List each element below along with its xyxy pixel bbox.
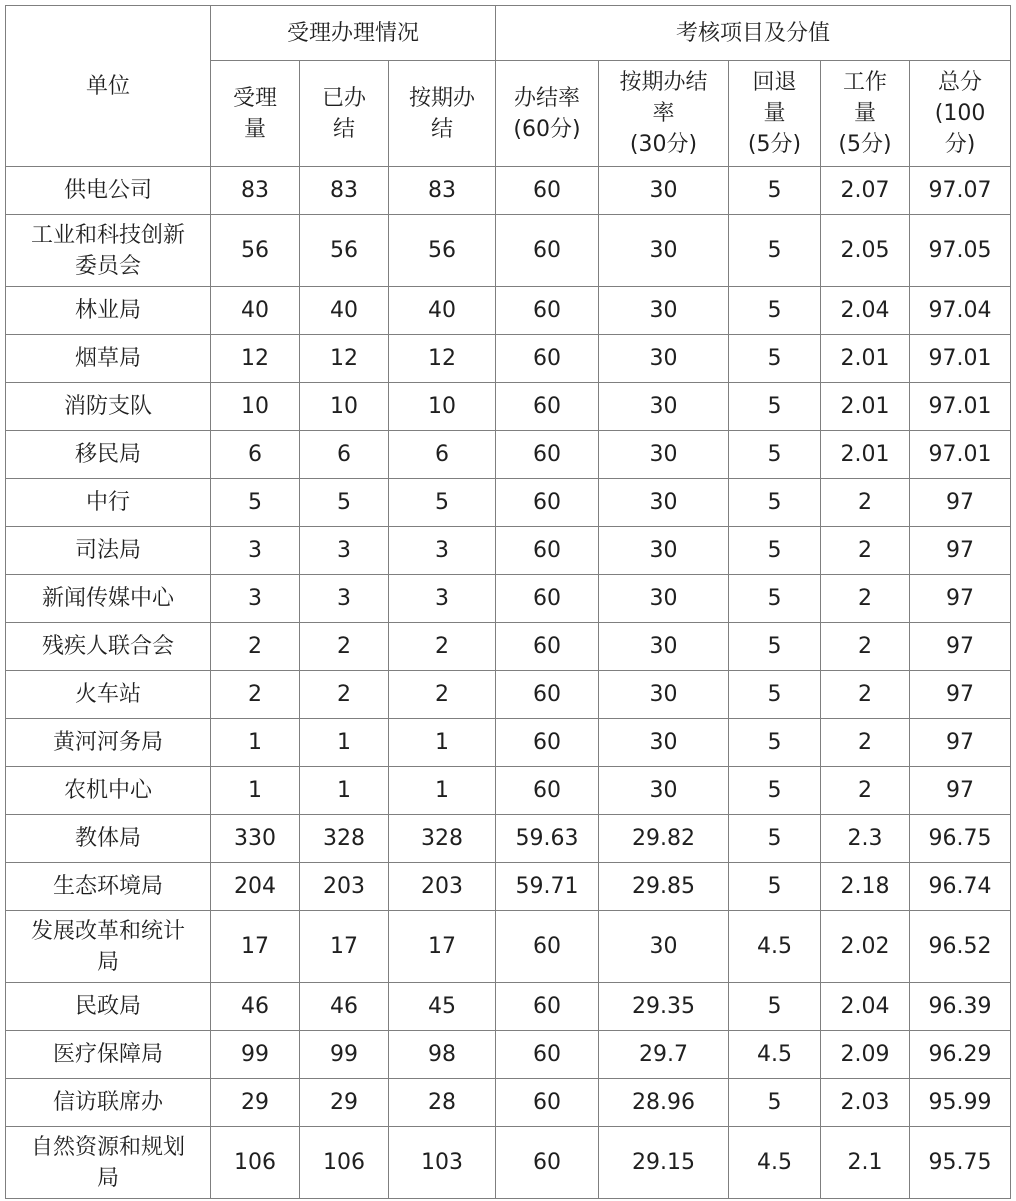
cell-rate: 60: [496, 719, 599, 767]
cell-total: 97: [910, 719, 1011, 767]
unit-name-line: 发展改革和统计: [30, 918, 185, 944]
unit-cell: [6, 719, 211, 767]
cell-returns: 5: [729, 1079, 821, 1127]
cell-ontime: 40: [389, 287, 496, 335]
table-row: [6, 719, 1011, 767]
cell-total: 97.01: [910, 431, 1011, 479]
cell-ontime: 103: [389, 1127, 496, 1199]
cell-total: 96.29: [910, 1031, 1011, 1079]
cell-ontime: 2: [389, 623, 496, 671]
table-header: [6, 6, 1011, 167]
cell-total: 96.75: [910, 815, 1011, 863]
table-row: [6, 767, 1011, 815]
unit-name-line: 农机中心: [63, 778, 152, 803]
unit-cell: [6, 1031, 211, 1079]
header-column-line: 总分: [938, 70, 983, 95]
table-row: [6, 575, 1011, 623]
cell-accepted: 106: [211, 1127, 300, 1199]
cell-rate: 60: [496, 167, 599, 215]
cell-workload: 2: [821, 623, 910, 671]
cell-workload: 2.01: [821, 383, 910, 431]
cell-ontime-rate: 29.15: [599, 1127, 729, 1199]
cell-total: 97: [910, 671, 1011, 719]
cell-total: 97.07: [910, 167, 1011, 215]
cell-ontime: 5: [389, 479, 496, 527]
cell-returns: 5: [729, 983, 821, 1031]
cell-total: 97.05: [910, 215, 1011, 287]
unit-name-line: 消防支队: [63, 394, 152, 419]
cell-accepted: 40: [211, 287, 300, 335]
unit-name-line: 教体局: [74, 826, 141, 851]
cell-accepted: 10: [211, 383, 300, 431]
header-column: [496, 61, 599, 167]
unit-name-line: 局: [96, 949, 119, 975]
cell-rate: 60: [496, 623, 599, 671]
unit-cell: [6, 815, 211, 863]
cell-returns: 5: [729, 167, 821, 215]
cell-accepted: 2: [211, 623, 300, 671]
table-row: [6, 431, 1011, 479]
unit-cell: [6, 215, 211, 287]
unit-name-line: 信访联席办: [52, 1090, 163, 1115]
cell-accepted: 3: [211, 527, 300, 575]
cell-rate: 60: [496, 983, 599, 1031]
cell-accepted: 17: [211, 911, 300, 983]
cell-done: 328: [300, 815, 389, 863]
cell-accepted: 56: [211, 215, 300, 287]
cell-accepted: 3: [211, 575, 300, 623]
cell-ontime: 1: [389, 767, 496, 815]
cell-workload: 2.03: [821, 1079, 910, 1127]
header-column-line: 受理: [232, 85, 277, 111]
header-column-line: 量: [763, 101, 786, 126]
unit-cell: [6, 479, 211, 527]
cell-ontime-rate: 30: [599, 215, 729, 287]
unit-cell: [6, 431, 211, 479]
unit-name-line: 中行: [85, 490, 130, 515]
unit-name-line: 生态环境局: [52, 874, 163, 899]
header-column: [599, 61, 729, 167]
header-column-line: 结: [332, 116, 355, 142]
unit-name-line: 司法局: [74, 538, 141, 563]
cell-done: 1: [300, 767, 389, 815]
cell-done: 2: [300, 623, 389, 671]
table-row: [6, 167, 1011, 215]
cell-accepted: 2: [211, 671, 300, 719]
unit-name-line: 林业局: [74, 298, 141, 323]
table-row: [6, 215, 1011, 287]
unit-cell: [6, 1127, 211, 1199]
header-column-line: 已办: [321, 85, 366, 111]
unit-name-line: 医疗保障局: [52, 1042, 163, 1067]
cell-done: 56: [300, 215, 389, 287]
cell-returns: 5: [729, 287, 821, 335]
cell-returns: 5: [729, 863, 821, 911]
cell-workload: 2.18: [821, 863, 910, 911]
header-group-assessment: 考核项目及分值: [496, 6, 1011, 61]
cell-done: 29: [300, 1079, 389, 1127]
header-column-line: 分): [944, 132, 976, 157]
cell-workload: 2.01: [821, 335, 910, 383]
cell-returns: 4.5: [729, 1127, 821, 1199]
cell-ontime: 10: [389, 383, 496, 431]
cell-done: 40: [300, 287, 389, 335]
cell-ontime: 28: [389, 1079, 496, 1127]
cell-ontime-rate: 30: [599, 911, 729, 983]
cell-total: 96.39: [910, 983, 1011, 1031]
unit-name-line: 民政局: [74, 994, 141, 1019]
unit-name-line: 供电公司: [63, 178, 152, 203]
cell-ontime-rate: 29.7: [599, 1031, 729, 1079]
table-row: [6, 815, 1011, 863]
header-column-line: (5分): [747, 132, 802, 157]
cell-rate: 59.63: [496, 815, 599, 863]
cell-done: 2: [300, 671, 389, 719]
table-row: [6, 1079, 1011, 1127]
cell-ontime: 17: [389, 911, 496, 983]
cell-workload: 2.1: [821, 1127, 910, 1199]
cell-returns: 4.5: [729, 911, 821, 983]
header-column-line: 量: [243, 116, 266, 142]
cell-ontime: 83: [389, 167, 496, 215]
unit-name-line: 工业和科技创新: [30, 222, 185, 248]
unit-cell: [6, 983, 211, 1031]
cell-accepted: 330: [211, 815, 300, 863]
cell-workload: 2.07: [821, 167, 910, 215]
cell-returns: 5: [729, 527, 821, 575]
table-row: [6, 983, 1011, 1031]
unit-cell: [6, 863, 211, 911]
cell-rate: 60: [496, 575, 599, 623]
cell-total: 95.75: [910, 1127, 1011, 1199]
cell-returns: 5: [729, 335, 821, 383]
cell-total: 97.01: [910, 383, 1011, 431]
cell-workload: 2: [821, 527, 910, 575]
cell-accepted: 204: [211, 863, 300, 911]
header-column-line: (60分): [513, 116, 581, 142]
cell-workload: 2.05: [821, 215, 910, 287]
cell-ontime: 1: [389, 719, 496, 767]
unit-name-line: 局: [96, 1165, 119, 1191]
cell-rate: 60: [496, 431, 599, 479]
header-column-line: 按期办: [409, 85, 476, 111]
table-row: [6, 287, 1011, 335]
cell-done: 3: [300, 527, 389, 575]
cell-rate: 60: [496, 911, 599, 983]
cell-ontime-rate: 30: [599, 335, 729, 383]
cell-total: 97.04: [910, 287, 1011, 335]
header-column: [910, 61, 1011, 167]
unit-name-line: 委员会: [74, 253, 141, 279]
cell-returns: 5: [729, 623, 821, 671]
cell-workload: 2.01: [821, 431, 910, 479]
cell-done: 17: [300, 911, 389, 983]
cell-ontime-rate: 30: [599, 479, 729, 527]
cell-ontime-rate: 30: [599, 287, 729, 335]
cell-ontime-rate: 30: [599, 527, 729, 575]
cell-ontime: 98: [389, 1031, 496, 1079]
cell-ontime-rate: 30: [599, 383, 729, 431]
cell-ontime-rate: 30: [599, 719, 729, 767]
cell-done: 12: [300, 335, 389, 383]
cell-rate: 60: [496, 383, 599, 431]
unit-cell: [6, 767, 211, 815]
cell-ontime-rate: 29.82: [599, 815, 729, 863]
cell-rate: 60: [496, 287, 599, 335]
cell-rate: 60: [496, 767, 599, 815]
cell-ontime-rate: 29.35: [599, 983, 729, 1031]
cell-ontime: 6: [389, 431, 496, 479]
cell-rate: 60: [496, 1031, 599, 1079]
cell-ontime: 3: [389, 527, 496, 575]
cell-accepted: 83: [211, 167, 300, 215]
cell-workload: 2: [821, 767, 910, 815]
cell-rate: 60: [496, 335, 599, 383]
cell-ontime: 328: [389, 815, 496, 863]
cell-ontime: 12: [389, 335, 496, 383]
cell-total: 97: [910, 479, 1011, 527]
cell-ontime-rate: 30: [599, 623, 729, 671]
unit-name-line: 新闻传媒中心: [41, 586, 174, 611]
header-column: [300, 61, 389, 167]
unit-name-line: 移民局: [74, 442, 141, 467]
cell-ontime-rate: 30: [599, 167, 729, 215]
cell-accepted: 1: [211, 719, 300, 767]
cell-done: 99: [300, 1031, 389, 1079]
unit-cell: [6, 383, 211, 431]
cell-accepted: 29: [211, 1079, 300, 1127]
cell-workload: 2.02: [821, 911, 910, 983]
cell-workload: 2.04: [821, 287, 910, 335]
cell-done: 106: [300, 1127, 389, 1199]
unit-cell: [6, 575, 211, 623]
header-column-line: 办结率: [514, 85, 581, 111]
cell-done: 46: [300, 983, 389, 1031]
cell-ontime: 3: [389, 575, 496, 623]
cell-done: 83: [300, 167, 389, 215]
cell-total: 97: [910, 623, 1011, 671]
cell-rate: 60: [496, 215, 599, 287]
cell-done: 6: [300, 431, 389, 479]
unit-cell: [6, 335, 211, 383]
header-column: [729, 61, 821, 167]
cell-done: 203: [300, 863, 389, 911]
cell-total: 95.99: [910, 1079, 1011, 1127]
cell-accepted: 12: [211, 335, 300, 383]
unit-cell: [6, 911, 211, 983]
table-row: [6, 1127, 1011, 1199]
table-row: [6, 527, 1011, 575]
cell-total: 97: [910, 767, 1011, 815]
cell-rate: 60: [496, 527, 599, 575]
cell-ontime-rate: 30: [599, 767, 729, 815]
table-body: [6, 167, 1011, 1199]
cell-rate: 60: [496, 479, 599, 527]
cell-ontime-rate: 30: [599, 575, 729, 623]
cell-ontime-rate: 30: [599, 671, 729, 719]
cell-done: 3: [300, 575, 389, 623]
header-column-line: 量: [854, 101, 877, 126]
cell-done: 10: [300, 383, 389, 431]
header-column-line: 回退: [752, 70, 797, 95]
cell-returns: 5: [729, 767, 821, 815]
header-column-line: 结: [431, 116, 454, 142]
cell-ontime: 2: [389, 671, 496, 719]
cell-returns: 5: [729, 671, 821, 719]
unit-cell: [6, 167, 211, 215]
header-column: [821, 61, 910, 167]
cell-workload: 2: [821, 671, 910, 719]
table-row: [6, 383, 1011, 431]
cell-workload: 2.3: [821, 815, 910, 863]
cell-workload: 2.09: [821, 1031, 910, 1079]
cell-returns: 5: [729, 431, 821, 479]
cell-ontime-rate: 29.85: [599, 863, 729, 911]
table-row: [6, 911, 1011, 983]
unit-name-line: 烟草局: [74, 346, 141, 371]
table-row: [6, 335, 1011, 383]
unit-cell: [6, 671, 211, 719]
table-row: [6, 623, 1011, 671]
cell-accepted: 6: [211, 431, 300, 479]
unit-cell: [6, 287, 211, 335]
unit-name-line: 残疾人联合会: [41, 634, 174, 659]
cell-rate: 60: [496, 1127, 599, 1199]
cell-returns: 5: [729, 215, 821, 287]
unit-cell: [6, 623, 211, 671]
header-column-line: 率: [652, 101, 675, 126]
cell-returns: 5: [729, 479, 821, 527]
cell-ontime-rate: 30: [599, 431, 729, 479]
cell-ontime: 203: [389, 863, 496, 911]
table-row: [6, 479, 1011, 527]
cell-returns: 5: [729, 383, 821, 431]
cell-done: 1: [300, 719, 389, 767]
header-unit: 单位: [6, 6, 211, 167]
unit-name-line: 黄河河务局: [52, 730, 163, 755]
unit-cell: [6, 527, 211, 575]
cell-rate: 59.71: [496, 863, 599, 911]
header-column-line: (5分): [838, 132, 892, 157]
cell-returns: 4.5: [729, 1031, 821, 1079]
header-row-groups: [6, 6, 1011, 61]
header-column-line: (100: [934, 101, 986, 126]
cell-returns: 5: [729, 719, 821, 767]
cell-accepted: 99: [211, 1031, 300, 1079]
header-column-line: 按期办结: [619, 70, 708, 95]
header-column-line: 工作: [843, 70, 888, 95]
unit-cell: [6, 1079, 211, 1127]
cell-workload: 2.04: [821, 983, 910, 1031]
header-column: [389, 61, 496, 167]
cell-workload: 2: [821, 575, 910, 623]
table-row: [6, 671, 1011, 719]
table-row: [6, 1031, 1011, 1079]
cell-total: 96.74: [910, 863, 1011, 911]
cell-returns: 5: [729, 815, 821, 863]
cell-total: 97: [910, 575, 1011, 623]
cell-rate: 60: [496, 671, 599, 719]
cell-accepted: 1: [211, 767, 300, 815]
cell-workload: 2: [821, 719, 910, 767]
table-row: [6, 863, 1011, 911]
header-group-acceptance: 受理办理情况: [211, 6, 496, 61]
unit-name-line: 火车站: [74, 682, 141, 707]
cell-accepted: 5: [211, 479, 300, 527]
header-column: [211, 61, 300, 167]
assessment-table: [5, 5, 1011, 1199]
cell-total: 96.52: [910, 911, 1011, 983]
cell-ontime: 56: [389, 215, 496, 287]
cell-rate: 60: [496, 1079, 599, 1127]
cell-workload: 2: [821, 479, 910, 527]
cell-total: 97: [910, 527, 1011, 575]
unit-name-line: 自然资源和规划: [30, 1134, 185, 1160]
cell-done: 5: [300, 479, 389, 527]
cell-total: 97.01: [910, 335, 1011, 383]
cell-accepted: 46: [211, 983, 300, 1031]
cell-returns: 5: [729, 575, 821, 623]
header-column-line: (30分): [629, 132, 698, 157]
cell-ontime-rate: 28.96: [599, 1079, 729, 1127]
cell-ontime: 45: [389, 983, 496, 1031]
